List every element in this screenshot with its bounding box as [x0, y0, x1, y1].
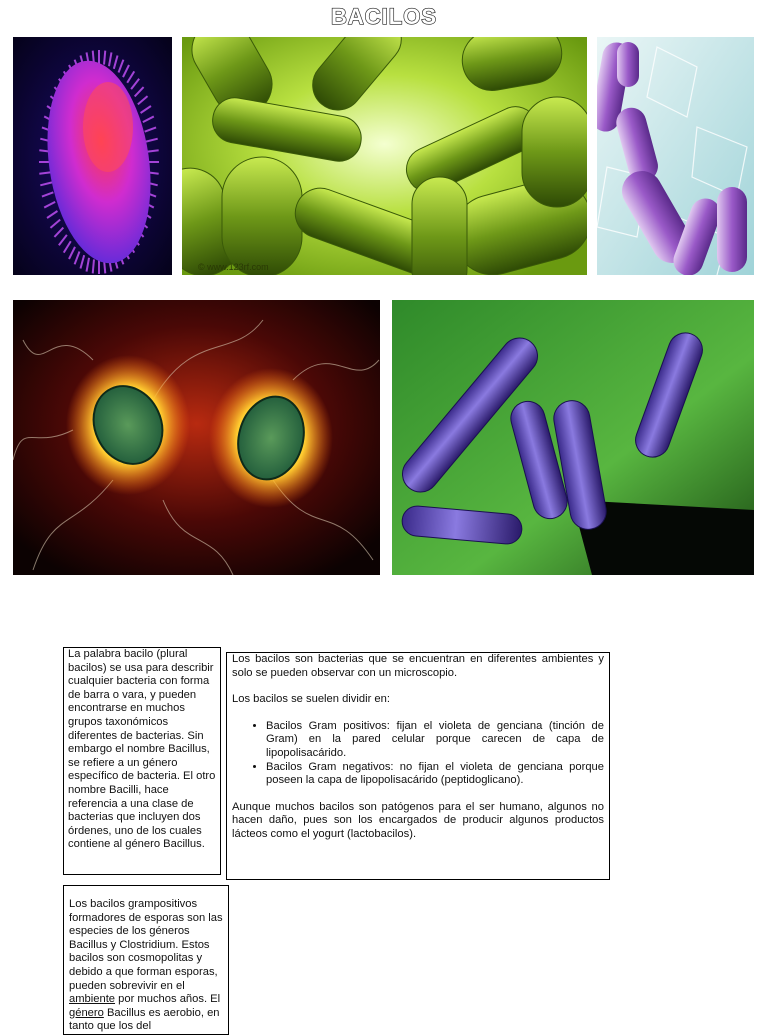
sporeformers-box: [63, 885, 229, 1035]
bacillus-image-flagellated: [13, 300, 380, 575]
page-title: BACILOS: [331, 4, 437, 29]
image-watermark: © www.123rf.com: [198, 262, 269, 272]
bacillus-image-green-rods: [182, 37, 587, 275]
definition-text: La palabra bacilo (plural bacilos) se usa para describir cualquier bacteria con forma de barra o vara, y pueden encontrarse en muchos grupos taxonómicos diferentes de bacterias. Sin embargo el nombre Bacillus, se refiere a un género específico de bacteria. El otro nombre Bacilli, hace referencia a una clase de bacterias que incluyen dos órdenes, uno de los cuales contiene al género Bacillus.: [68, 648, 216, 851]
division-paragraph: Los bacilos se suelen dividir en:: [232, 693, 390, 706]
pathogen-paragraph: Aunque muchos bacilos son patógenos para el ser humano, algunos no hacen daño, pues son los encargados de producir algunos productos lácteos como el yogurt (lactobacilos).: [232, 800, 604, 840]
definition-box: [63, 647, 221, 875]
sporeformers-text-3: Bacillus es aerobio, en tanto que los del: [69, 1006, 220, 1033]
list-item: • Bacilos Gram negativos: no fijan el violeta de genciana porque poseen la capa de lipopolisacárido (peptidoglicano).: [266, 761, 604, 788]
gram-list: [232, 720, 604, 788]
bacillus-image-sem: [392, 300, 754, 575]
classification-box: [226, 652, 610, 880]
sporeformers-text-2: por muchos años. El: [115, 993, 221, 1006]
bacillus-image-purple-crystal: [597, 37, 754, 275]
genero-link[interactable]: género: [69, 1006, 104, 1019]
spike: [93, 259, 94, 273]
sporeformers-text-1: Los bacilos grampositivos formadores de esporas son las especies de los géneros Bacillus y Clostridium. Estos bacilos son cosmopolitas y debido a que forman esporas, pueden sobrevivir en el: [69, 898, 223, 992]
bacillus-image-spiky: [13, 37, 172, 275]
list-item: • Bacilos Gram positivos: fijan el violeta de genciana (tinción de Gram) en la pared celular porque carecen de capa de lipopolisacárido.: [266, 720, 604, 761]
ambiente-link[interactable]: ambiente: [69, 993, 116, 1006]
intro-paragraph: Los bacilos son bacterias que se encuentran en diferentes ambientes y solo se pueden observar con un microscopio.: [232, 653, 604, 679]
spike: [104, 51, 105, 65]
